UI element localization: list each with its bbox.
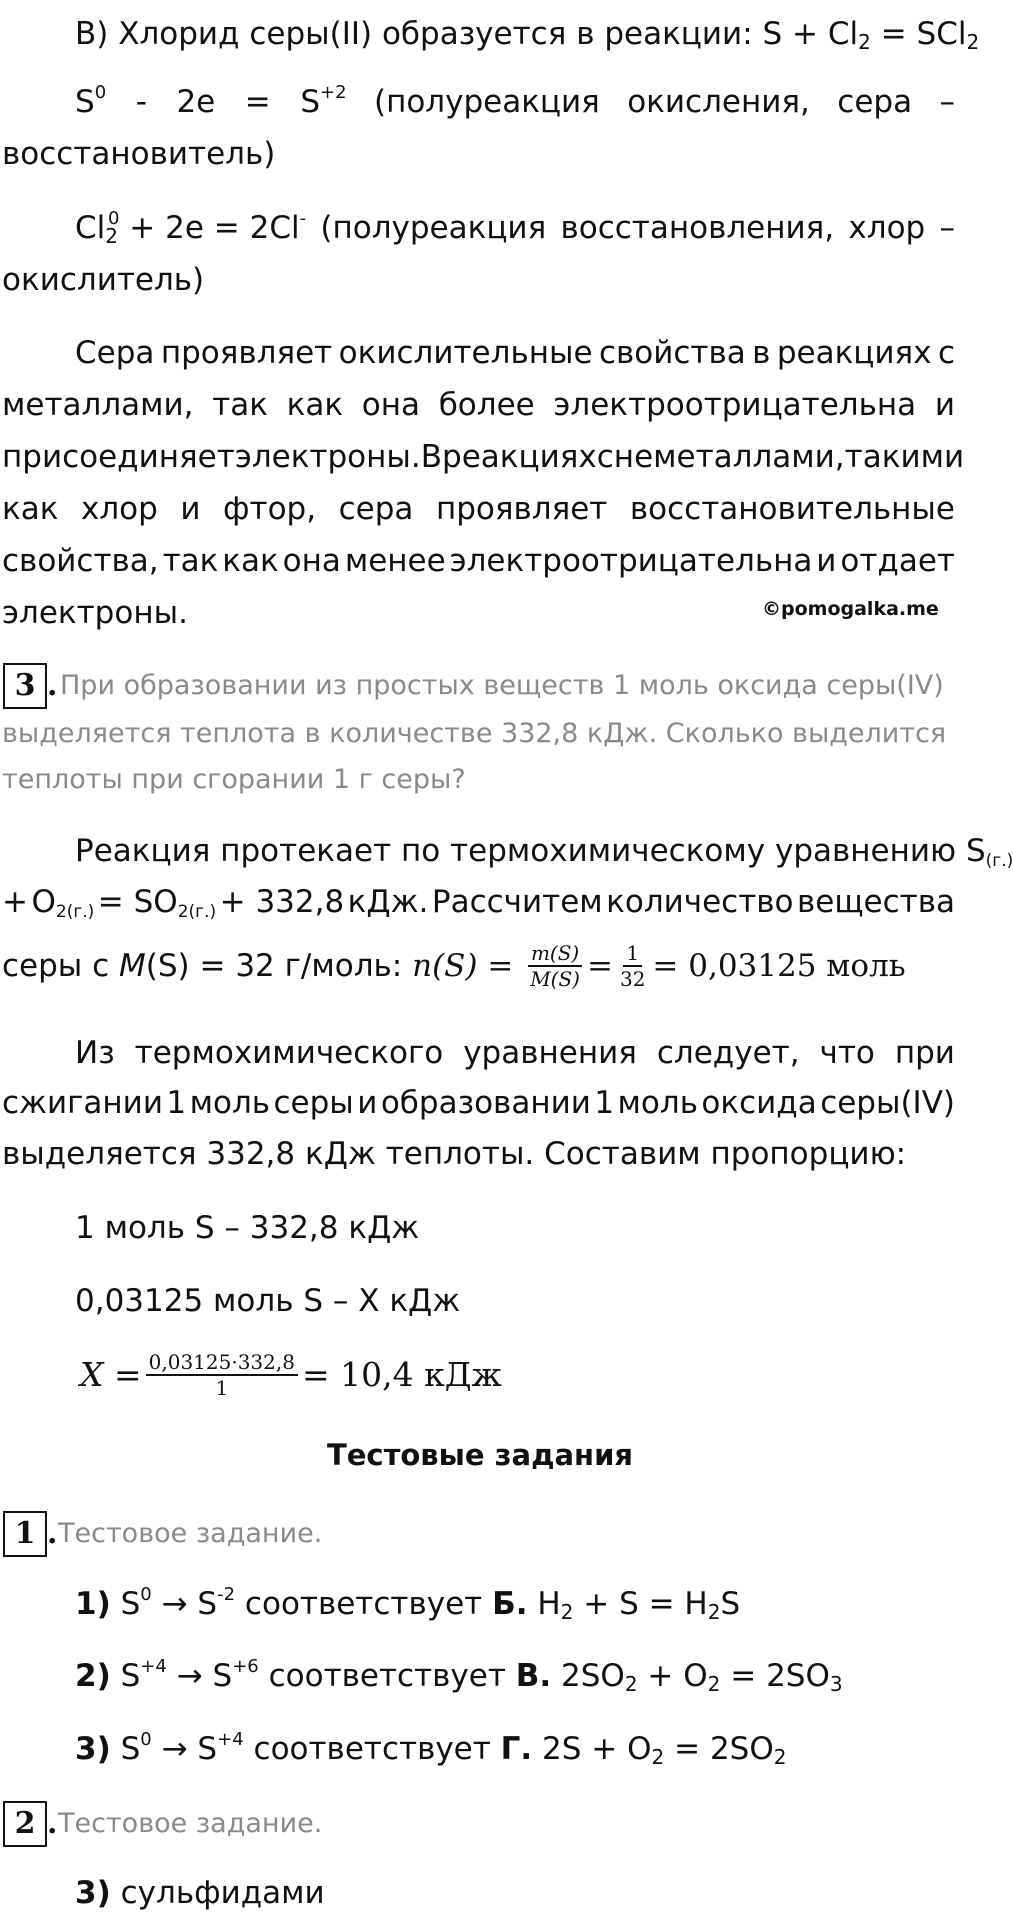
task-3-sentence-1: Реакция протекает по термохимическому уравнению $S_{(г.)}$ [75, 833, 1013, 871]
test-1-number: 1 [3, 1511, 47, 1557]
watermark: ©pomogalka.me [762, 598, 939, 620]
reduction-half-reaction: $Cl_2^0 + 2e = 2Cl^-$ (полуреакция восстановления, хлор – [75, 208, 955, 248]
oxidation-half-reaction: $S^0$ - $2e = S^{+2}$ (полуреакция окисления, сера – [75, 82, 955, 120]
task-3-sentence-2: + $O_{2(г.)}$ = $SO_{2(г.)}$ + 332,8 кДж. Рассчитем количество вещества [2, 884, 955, 922]
moles-formula: n(S) = $\frac{m(S)}{M(S)}$ = $\frac{1}{32}$ = 0,03125 моль [412, 941, 906, 991]
proportion-1: 1 моль S – 332,8 кДж [75, 1210, 420, 1246]
para-line-2: металлами, так как она более электроотрицательна и [2, 387, 955, 423]
proportion-2: 0,03125 моль S – X кДж [75, 1283, 461, 1319]
x-formula: X = $\frac{0,03125\cdot 332,8}{1}$ = 10,4 кДж [80, 1350, 502, 1400]
para-line-5: свойства, так как она менее электроотрицательна и отдает [2, 543, 955, 579]
test-2-number: 2 [3, 1801, 47, 1847]
test-1-answer-2: 2) $S^{+4} \to S^{+6}$ соответствует В. $2SO_2 + O_2 = 2SO_3$ [75, 1656, 843, 1696]
task-3-sentence-3: серы с M (S) = 32 г/моль: n(S) = $\frac{m(S)}{M(S)}$ = $\frac{1}{32}$ = 0,03125 моль [2, 941, 906, 991]
task-3-number: 3 [3, 663, 47, 709]
test-2-dot: . [47, 1806, 58, 1841]
test-2-label: Тестовое задание. [58, 1808, 323, 1839]
test-1-dot: . [47, 1516, 58, 1551]
tests-heading: Тестовые задания [326, 1438, 634, 1472]
task-3-dot: . [47, 668, 58, 703]
test-2-answer: 3) сульфидами [75, 1875, 325, 1911]
task-3-para-2-line-3: выделяется 332,8 кДж теплоты. Составим пропорцию: [2, 1136, 907, 1172]
task-3-question-2: выделяется теплота в количестве 332,8 кДж. Сколько выделится [2, 718, 947, 749]
test-1-label: Тестовое задание. [58, 1518, 323, 1549]
oxidation-half-reaction-cont: восстановитель) [2, 136, 276, 172]
para-line-1: Сера проявляет окислительные свойства в реакциях с [75, 335, 955, 371]
part-v-intro: В) Хлорид серы(II) образуется в реакции: $S + Cl_2 = SCl_2$ [75, 16, 980, 54]
task-3-para-2-line-1: Из термохимического уравнения следует, что при [75, 1035, 955, 1071]
task-3-para-2-line-2: сжигании 1 моль серы и образовании 1 моль оксида серы(IV) [2, 1085, 955, 1121]
para-line-4: как хлор и фтор, сера проявляет восстановительные [2, 491, 955, 527]
para-line-6: электроны. [2, 595, 188, 631]
reduction-half-reaction-cont: окислитель) [2, 262, 205, 298]
test-1-answer-3: 3) $S^0 \to S^{+4}$ соответствует Г. $2S + O_2 = 2SO_2$ [75, 1729, 787, 1769]
task-3-question-1: При образовании из простых веществ 1 моль оксида серы(IV) [60, 670, 944, 701]
test-1-answer-1: 1) $S^0 \to S^{-2}$ соответствует Б. $H_2 + S = H_2S$ [75, 1584, 741, 1624]
para-line-3: присоединяет электроны. В реакциях с неметаллами, такими [2, 439, 965, 475]
task-3-question-3: теплоты при сгорании 1 г серы? [2, 764, 466, 795]
